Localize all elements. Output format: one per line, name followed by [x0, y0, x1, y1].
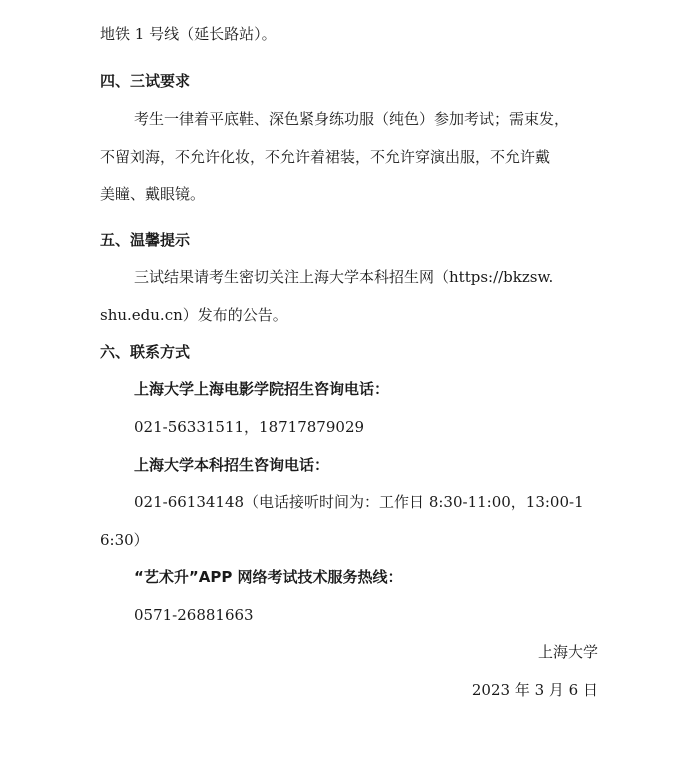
contact-subheading-film-school: 上海大学上海电影学院招生咨询电话： [134, 380, 390, 398]
phone-number: 0571-26881663 [134, 606, 254, 624]
paragraph-line: 不留刘海，不允许化妆，不允许着裙装，不允许穿演出服，不允许戴 [100, 148, 551, 166]
contact-subheading-app-hotline: “艺术升”APP 网络考试技术服务热线： [134, 568, 403, 586]
phone-number: 021-66134148（电话接听时间为：工作日 8:30-11:00，13:00-1 [134, 493, 584, 511]
signature-date: 2023 年 3 月 6 日 [471, 681, 598, 699]
section-heading-tips: 五、温馨提示 [100, 231, 191, 249]
contact-subheading-undergrad: 上海大学本科招生咨询电话： [134, 456, 330, 474]
signature-organization: 上海大学 [537, 643, 598, 661]
paragraph-line: 美瞳、戴眼镜。 [100, 185, 206, 203]
text-line: 地铁 1 号线（延长路站）。 [100, 25, 277, 43]
paragraph-line: 考生一律着平底鞋、深色紧身练功服（纯色）参加考试；需束发， [134, 110, 570, 128]
phone-number: 021-56331511，18717879029 [134, 418, 365, 436]
phone-number-continued: 6:30） [100, 531, 149, 549]
section-heading-requirements: 四、三试要求 [100, 72, 191, 90]
paragraph-line: shu.edu.cn）发布的公告。 [100, 306, 288, 324]
paragraph-line: 三试结果请考生密切关注上海大学本科招生网（https://bkzsw. [134, 268, 554, 286]
section-heading-contact: 六、联系方式 [100, 343, 191, 361]
